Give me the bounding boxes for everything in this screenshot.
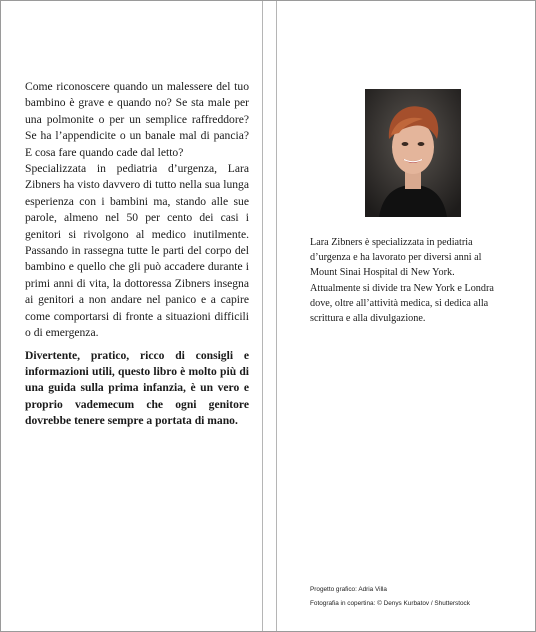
right-fold-line	[276, 1, 277, 631]
blurb-closing-bold: Divertente, pratico, ricco di consigli e informazioni utili, questo libro è molto più di una guida sulla prima infanzia, è un vero e proprio vademecum che ogni genitore dovrebbe tenere sempre a portata di mano.	[25, 348, 249, 428]
author-bio-text: Lara Zibners è specializzata in pediatria d’urgenza e ha lavorato per diversi anni al Mount Sinai Hospital di New York. Attualmente si divide tra New York e Londra dove, oltre all’attività medica, si dedica alla scrittura e alla divulgazione.	[310, 237, 494, 325]
jacket-credits	[310, 583, 530, 611]
author-photo	[365, 89, 461, 217]
author-bio	[310, 235, 500, 326]
author-portrait-image	[365, 89, 461, 217]
back-flap-blurb	[25, 79, 249, 430]
cover-photo-credit: Fotografia in copertina: © Denys Kurbatov / Shutterstock	[310, 600, 470, 607]
design-credit: Progetto grafico: Adria Villa	[310, 586, 387, 593]
blurb-author-summary: Specializzata in pediatria d’urgenza, Lara Zibners ha visto davvero di tutto nella sua lunga esperienza con i bambini ma, stando alle sue parole, almeno nel 50 per cento dei casi i genitori si rivolgono al medico inutilmente. Passando in rassegna tutte le parti del corpo del bambino e quello che gli può accadere durante i primi anni di vita, la dottoressa Zibners insegna ai genitori a non andare nel panico e a capire come comportarsi di fronte a situazioni difficili o di emergenza.	[25, 162, 249, 340]
blurb-intro: Come riconoscere quando un malessere del tuo bambino è grave e quando no? Se sta male per una polmonite o per un semplice raffreddore? Se ha l’appendicite o un banale mal di pancia? E cosa fare quando cade dal letto?	[25, 80, 249, 159]
left-fold-line	[262, 1, 263, 631]
